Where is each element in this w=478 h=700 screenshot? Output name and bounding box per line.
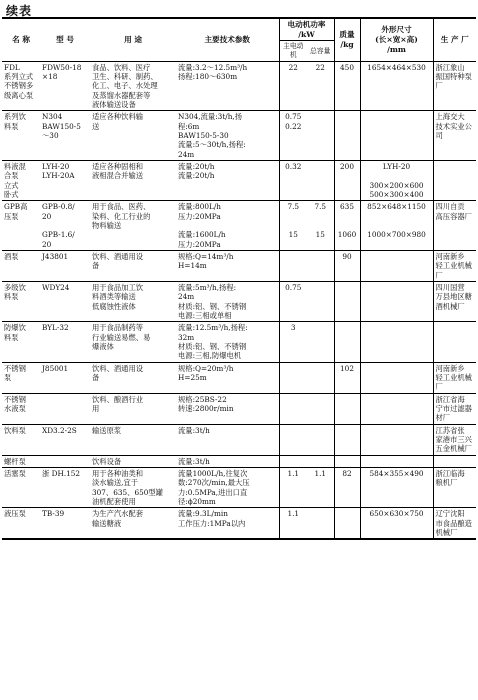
table-row xyxy=(2,424,476,455)
cell-power-total xyxy=(307,393,334,424)
cell-name: FDL 系列立式 不锈钢多 级离心泵 xyxy=(4,62,34,100)
cell-name: 料液混 合泵 立式 卧式 xyxy=(4,162,26,200)
cell-params: 流量:12.5m³/h,扬程: 32m 材质:铝、钢、不锈钢 电源:三相,防爆电机 xyxy=(178,323,248,361)
cell-mass xyxy=(334,322,360,362)
cell-mass: 90 xyxy=(334,251,360,282)
cell-use: 用于各种油类和 淡水输送,宜于 307、635、650型罐 油机配套使用 xyxy=(92,468,163,506)
cell-maker: 河南新乡 轻工业机械 厂 xyxy=(433,251,476,282)
cell-mass xyxy=(334,455,360,467)
cell-power-main: 0.75 xyxy=(279,282,307,322)
cell-params: 流量:5m³/h,扬程: 24m 材质:铝、钢、不锈钢 电源:三相或单相 xyxy=(178,283,247,321)
cell-name: GPB高 压泵 xyxy=(4,202,28,221)
cell-maker: 辽宁沈阳 市食品酿造 机械厂 xyxy=(433,508,476,539)
cell-use: 用于食品加工饮 料酒类等输送 低腐蚀性液体 xyxy=(92,283,144,311)
cell-model: 浙 DH.152 xyxy=(42,468,81,478)
cell-params: 流量:20t/h 流量:20t/h xyxy=(178,162,215,181)
page-title: 续表 xyxy=(6,4,33,18)
cell-params: 规格:Q=14m³/h H=14m xyxy=(178,252,234,271)
cell-dims xyxy=(360,424,433,455)
cell-power-total xyxy=(307,161,334,201)
cell-mass xyxy=(334,508,360,539)
equipment-table xyxy=(2,17,476,540)
table-row xyxy=(2,161,476,201)
cell-model: N304 BAW150-5 ～30 xyxy=(42,112,81,141)
cell-use: 饮料、酒通用设 备 xyxy=(92,252,144,271)
cell-power-total xyxy=(307,322,334,362)
table-row xyxy=(2,61,476,111)
cell-name: 多级饮 料泵 xyxy=(4,283,26,302)
cell-params: 规格:Q=20m³/h H=25m xyxy=(178,363,234,382)
cell-mass: 450 xyxy=(334,61,360,111)
cell-dims: 584×355×490 xyxy=(360,467,433,507)
cell-power-main: 0.32 xyxy=(279,161,307,201)
header-use: 用 途 xyxy=(90,18,176,61)
cell-params: 流量1000L/h,往复次 数:270次/min,最大压 力:0.5MPa,进出口直 径:ϕ20mm xyxy=(178,468,250,506)
cell-maker: 四川自贡 高压容器厂 xyxy=(433,201,476,251)
cell-maker: 浙江象山 振国特种泵 厂 xyxy=(433,61,476,111)
cell-use: 为生产汽水配套 输送糖液 xyxy=(92,509,144,528)
cell-use: 用于食品制药等 行业输送易燃、易 爆液体 xyxy=(92,323,151,351)
cell-power-main: 3 xyxy=(279,322,307,362)
table-body xyxy=(2,61,476,539)
header-params: 主要技术参数 xyxy=(176,18,279,61)
cell-model: LYH-20 LYH-20A xyxy=(42,162,75,181)
table-row xyxy=(2,393,476,424)
cell-power-total xyxy=(307,455,334,467)
cell-model xyxy=(40,455,90,467)
cell-power-total xyxy=(307,362,334,393)
cell-power-total: 7.5 15 xyxy=(314,202,327,240)
cell-use: 饮料设备 xyxy=(92,456,122,466)
cell-params: 流量:3t/h xyxy=(178,456,210,466)
cell-dims: 852×648×1150 1000×700×980 xyxy=(360,201,433,251)
cell-params: 流量:3.2～12.5m³/h 扬程:180～630m xyxy=(178,62,248,82)
cell-name: 液压泵 xyxy=(4,509,26,519)
table-row xyxy=(2,282,476,322)
cell-power-total xyxy=(307,251,334,282)
cell-power-main xyxy=(279,424,307,455)
cell-power-total xyxy=(307,111,334,161)
cell-dims: 650×630×750 xyxy=(360,508,433,539)
header-dims: 外形尺寸 (长×宽×高) /mm xyxy=(360,18,433,61)
cell-maker: 江苏省张 家港市三兴 五金机械厂 xyxy=(433,424,476,455)
cell-model: FDW50-18 ×18 xyxy=(42,62,82,82)
cell-params: 流量:9.3L/min 工作压力:1MPa以内 xyxy=(178,509,246,528)
table-row xyxy=(2,322,476,362)
cell-mass: 82 xyxy=(334,467,360,507)
cell-params: 规格:25BS-22 转速:2800r/min xyxy=(178,394,234,413)
cell-params: 流量:3t/h xyxy=(178,425,210,435)
cell-params: N304,流量:3t/h,扬 程:6m BAW150-5-30 流量:5～30t/h,扬程: 24m xyxy=(178,112,246,159)
table-row xyxy=(2,362,476,393)
cell-use: 饮料、酒通用设 备 xyxy=(92,363,144,382)
cell-maker xyxy=(433,322,476,362)
cell-model xyxy=(40,393,90,424)
cell-power-total xyxy=(307,508,334,539)
cell-dims xyxy=(360,455,433,467)
cell-dims xyxy=(360,111,433,161)
cell-maker: 四川国营 万县地区糖 酒机械厂 xyxy=(433,282,476,322)
cell-maker xyxy=(433,455,476,467)
table-row xyxy=(2,467,476,507)
header-mass: 质量 /kg xyxy=(334,18,360,61)
header-power: 电动机功率 /kW xyxy=(279,18,334,41)
cell-power-main xyxy=(279,251,307,282)
cell-name: 系列饮 料泵 xyxy=(4,112,26,131)
cell-power-total xyxy=(307,282,334,322)
cell-dims xyxy=(360,251,433,282)
header-maker: 生 产 厂 xyxy=(433,18,476,61)
cell-power-main xyxy=(279,393,307,424)
cell-name: 酒泵 xyxy=(4,252,19,262)
cell-dims xyxy=(360,322,433,362)
cell-power-main: 0.75 0.22 xyxy=(279,111,307,161)
cell-maker: 河南新乡 轻工业机械 厂 xyxy=(433,362,476,393)
cell-power-total: 22 xyxy=(315,62,325,72)
cell-maker: 浙江省海 宁市过滤器 材厂 xyxy=(433,393,476,424)
table-row xyxy=(2,508,476,539)
cell-name: 不锈钢 水液泵 xyxy=(4,394,26,413)
cell-name: 防爆饮 料泵 xyxy=(4,323,26,342)
table-row xyxy=(2,111,476,161)
cell-use: 饮料、酿酒行业 用 xyxy=(92,394,144,413)
cell-name: 不锈钢 泵 xyxy=(4,363,26,382)
cell-model: GPB-0.8/ 20 GPB-1.6/ 20 xyxy=(42,202,75,249)
cell-power-main: 7.5 15 xyxy=(279,201,307,251)
cell-name: 活塞泵 xyxy=(4,468,26,478)
cell-name: 螺杆泵 xyxy=(4,456,26,466)
cell-dims: 1654×464×530 xyxy=(360,61,433,111)
cell-power-main: 1.1 xyxy=(279,508,307,539)
cell-use: 输送原浆 xyxy=(92,425,122,435)
header-power-main: 主电动机 xyxy=(279,41,307,61)
cell-power-main xyxy=(279,362,307,393)
cell-model: WDY24 xyxy=(42,283,70,293)
cell-use: 用于食品、医药、 染料、化工行业的 物料输送 xyxy=(92,202,151,231)
cell-model: J43801 xyxy=(42,252,69,262)
cell-name: 饮料泵 xyxy=(4,425,26,435)
table-row xyxy=(2,251,476,282)
cell-dims xyxy=(360,393,433,424)
cell-mass xyxy=(334,424,360,455)
cell-maker xyxy=(433,161,476,201)
table-row xyxy=(2,455,476,467)
cell-model: BYL-32 xyxy=(42,323,69,333)
header-model: 型 号 xyxy=(40,18,90,61)
cell-mass: 102 xyxy=(334,362,360,393)
cell-power-main xyxy=(279,455,307,467)
cell-mass xyxy=(334,111,360,161)
header-power-total: 总容量 xyxy=(307,41,334,61)
cell-mass xyxy=(334,282,360,322)
cell-use: 食品、饮料、医疗 卫生、科研、制药、 化工、电子、水处理 及蒸馏水器配套等 液体输送设备 xyxy=(92,62,158,110)
cell-maker: 上海交大 技术实业公 司 xyxy=(433,111,476,161)
header-name: 名 称 xyxy=(2,18,40,61)
cell-power-main: 1.1 xyxy=(279,467,307,507)
cell-power-total xyxy=(307,424,334,455)
cell-model: J85001 xyxy=(42,363,69,373)
cell-dims: LYH-20 300×200×600 500×300×400 xyxy=(360,161,433,201)
cell-power-main: 22 xyxy=(279,61,307,111)
cell-model: XD3.2-2S xyxy=(42,425,77,435)
cell-use: 适应各种固相和 液相混合并输送 xyxy=(92,162,144,181)
cell-dims xyxy=(360,282,433,322)
cell-maker: 浙江临海 粮机厂 xyxy=(433,467,476,507)
cell-mass xyxy=(334,393,360,424)
cell-model: TB-39 xyxy=(42,509,65,519)
cell-mass: 200 xyxy=(334,161,360,201)
cell-power-total: 1.1 xyxy=(314,468,327,478)
table-row xyxy=(2,201,476,251)
cell-params: 流量:800L/h 压力:20MPa 流量:1600L/h 压力:20MPa xyxy=(178,202,226,249)
cell-dims xyxy=(360,362,433,393)
cell-use: 适应各种饮料输 送 xyxy=(92,112,144,131)
cell-mass: 635 1060 xyxy=(334,201,360,251)
